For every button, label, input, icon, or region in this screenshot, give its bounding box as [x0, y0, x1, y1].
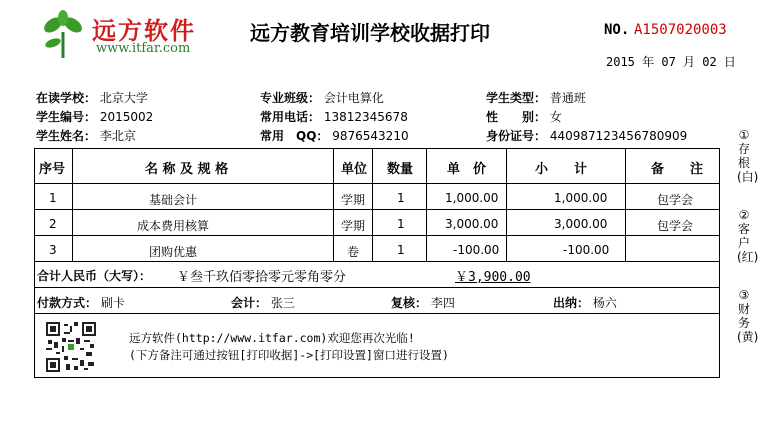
table-row-no: 2	[49, 217, 57, 231]
table-row-unit: 卷	[347, 245, 360, 259]
qq-field: 常用 QQ： 9876543210	[260, 129, 409, 143]
footer-line-1: 远方软件(http://www.itfar.com)欢迎您再次光临!	[129, 331, 415, 345]
table-row-name: 成本费用核算	[137, 219, 210, 233]
table-row-unit: 学期	[341, 193, 366, 207]
table-row-note: 包学会	[657, 193, 694, 207]
header-unit: 单位	[341, 162, 368, 177]
page-title: 远方教育培训学校收据打印	[250, 21, 490, 45]
gender-field: 性 别： 女	[486, 110, 562, 124]
table-row-subtotal: -100.00	[563, 243, 610, 257]
table-row-note: 包学会	[657, 219, 694, 233]
table-row-price: 1,000.00	[445, 191, 499, 205]
table-row-qty: 1	[397, 243, 405, 257]
student-name-field: 学生姓名： 李北京	[36, 129, 136, 143]
phone-field: 常用电话： 13812345678	[260, 110, 408, 124]
reviewer-field: 复核： 李四	[391, 296, 455, 310]
header-price: 单 价	[447, 162, 487, 177]
plant-logo-icon	[38, 10, 88, 60]
class-field: 专业班级： 会计电算化	[260, 91, 384, 105]
student-type-field: 学生类型： 普通班	[486, 91, 586, 105]
school-field: 在读学校： 北京大学	[36, 91, 148, 105]
total-words: ￥叁千玖佰零拾零元零角零分	[177, 270, 347, 285]
header-name: 名 称 及 规 格	[145, 162, 229, 177]
cashier-field: 出纳： 杨六	[553, 296, 617, 310]
table-row-no: 3	[49, 243, 57, 257]
table-row-subtotal: 3,000.00	[554, 217, 608, 231]
table-row-qty: 1	[397, 217, 405, 231]
footer-line-2: (下方备注可通过按钮[打印收据]->[打印设置]窗口进行设置)	[129, 348, 449, 362]
student-id-field: 学生编号： 2015002	[36, 110, 154, 124]
receipt-no-value: A1507020003	[634, 22, 727, 38]
header-note: 备 注	[651, 162, 704, 177]
table-row-name: 基础会计	[149, 193, 198, 207]
copy-label-stub: ①存根(白)	[737, 128, 759, 184]
accountant-field: 会计： 张三	[231, 296, 295, 310]
table-row-no: 1	[49, 191, 57, 205]
copy-label-finance: ③财务(黄)	[737, 288, 759, 344]
table-row-name: 团购优惠	[149, 245, 198, 259]
header-subtotal: 小 计	[535, 162, 588, 177]
table-row-price: -100.00	[453, 243, 500, 257]
receipt-no-label: NO.	[604, 22, 630, 38]
header-qty: 数量	[387, 162, 414, 177]
payment-method-field: 付款方式： 刷卡	[37, 296, 125, 310]
logo-text: 远方软件	[92, 16, 196, 45]
total-amount: ￥3,900.00	[455, 270, 531, 285]
receipt-date: 2015 年 07 月 02 日	[606, 55, 736, 69]
qr-code-icon	[46, 322, 96, 372]
idcard-field: 身份证号： 440987123456780909	[486, 129, 688, 143]
receipt-table	[34, 148, 720, 378]
table-row-unit: 学期	[341, 219, 366, 233]
logo-url: www.itfar.com	[96, 41, 191, 56]
header-no: 序号	[39, 162, 66, 177]
table-row-price: 3,000.00	[445, 217, 499, 231]
table-row-subtotal: 1,000.00	[554, 191, 608, 205]
table-row-qty: 1	[397, 191, 405, 205]
copy-label-customer: ②客户(红)	[737, 208, 759, 264]
total-label: 合计人民币（大写）：	[37, 269, 152, 283]
